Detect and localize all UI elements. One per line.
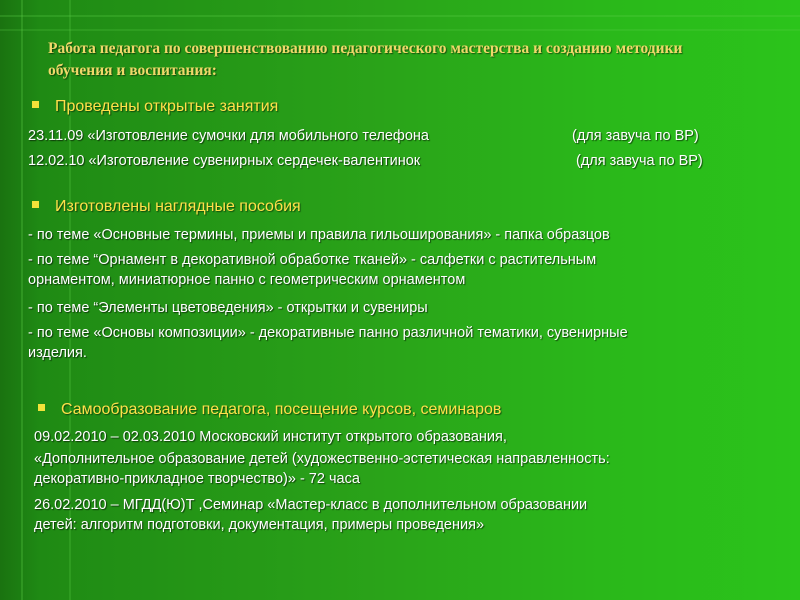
bullet-square-icon	[38, 404, 45, 411]
bullet-square-icon	[32, 101, 39, 108]
list-item: - по теме «Основные термины, приемы и правила гильоширования» - папка образцов	[28, 227, 610, 243]
list-item: - по теме “Элементы цветоведения» - открытки и сувениры	[28, 300, 428, 316]
list-item: 12.02.10 «Изготовление сувенирных сердечек-валентинок	[28, 153, 421, 169]
list-item-note: (для завуча по ВР)	[572, 128, 699, 144]
list-item: - по теме “Орнамент в декоративной обработке тканей» - салфетки с растительным	[28, 252, 597, 268]
list-item: 26.02.2010 – МГДД(Ю)Т ,Семинар «Мастер-класс в дополнительном образовании	[34, 497, 588, 513]
list-item: «Дополнительное образование детей (художественно-эстетическая направленность:	[34, 451, 610, 467]
section-self-education-heading	[38, 401, 501, 419]
section-visual-aids-heading	[32, 198, 301, 216]
section-open-lessons-heading	[32, 98, 278, 116]
list-item: 23.11.09 «Изготовление сумочки для мобильного телефона	[28, 128, 430, 144]
slide-title: Работа педагога по совершенствованию педагогического мастерства и созданию методики обучения и воспитания:	[48, 40, 683, 79]
heading-text: Самообразование педагога, посещение курсов, семинаров	[61, 401, 502, 418]
bullet-square-icon	[32, 201, 39, 208]
list-item: детей: алгоритм подготовки, документация, примеры проведения»	[34, 517, 485, 533]
list-item-note: (для завуча по ВР)	[576, 153, 703, 169]
list-item: декоративно-прикладное творчество)» - 72 часа	[34, 471, 360, 487]
list-item: орнаментом, миниатюрное панно с геометрическим орнаментом	[28, 272, 466, 288]
list-item: 09.02.2010 – 02.03.2010 Московский институт открытого образования,	[34, 429, 507, 445]
heading-text: Проведены открытые занятия	[55, 98, 279, 115]
heading-text: Изготовлены наглядные пособия	[55, 198, 301, 215]
list-item: - по теме «Основы композиции» - декоративные панно различной тематики, сувенирные	[28, 325, 628, 341]
list-item: изделия.	[28, 345, 87, 361]
